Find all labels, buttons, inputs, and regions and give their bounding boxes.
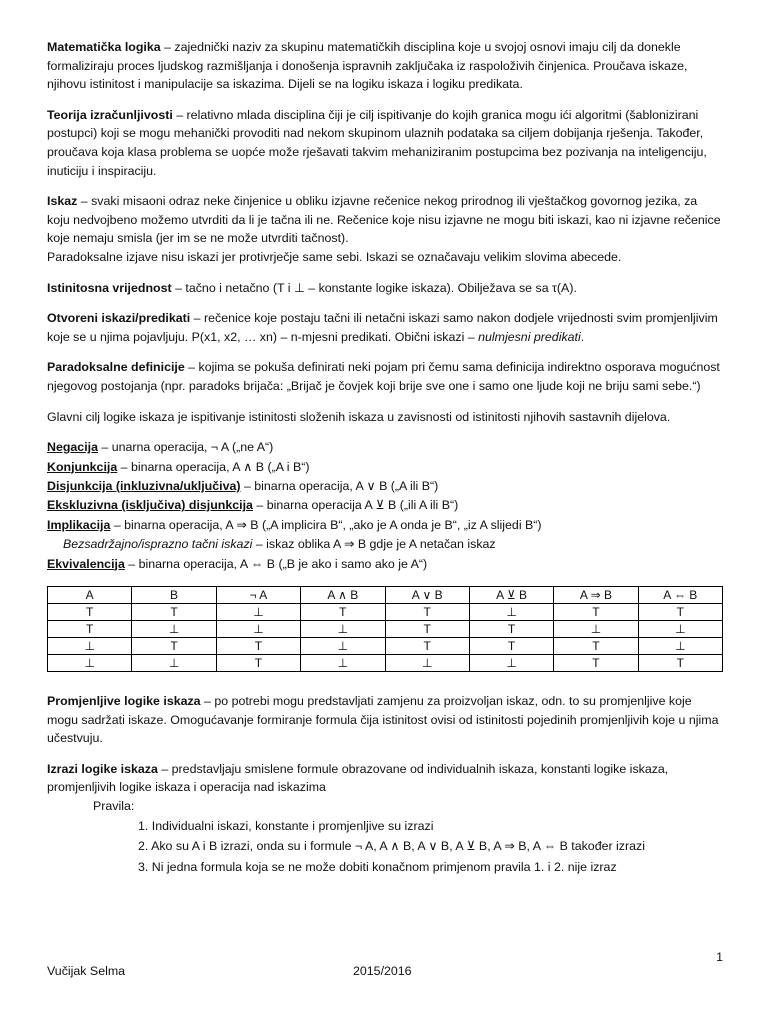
table-cell: ⊥ [132, 654, 216, 671]
table-cell: T [469, 620, 553, 637]
page-number: 1 [716, 950, 723, 964]
table-cell: T [48, 603, 132, 620]
column-header: A ⇒ B [554, 586, 638, 603]
paragraph-note: Paradoksalne izjave nisu iskazi jer protivrječje same sebi. Iskazi se označavaju velikim slovima abecede. [47, 249, 622, 264]
paragraph-teorija-izracunljivosti [47, 106, 723, 180]
table-cell: ⊥ [301, 654, 385, 671]
list-item: 2. Ako su A i B izrazi, onda su i formule ¬ A, A ∧ B, A ∨ B, A ⊻ B, A ⇒ B, A ⇔ B također izrazi [138, 839, 645, 854]
definition: – kojima se pokuša definirati neki pojam pri čemu sama definicija indirektno osporava mogućnost njegovog postojanja (npr. paradoks brijača: „Brijač je čovjek koji brije sve one i samo one ljude koji ne briju sami sebe.“) [47, 360, 720, 393]
table-row [48, 603, 723, 620]
term: Paradoksalne definicije [47, 360, 185, 375]
term: Iskaz [47, 194, 78, 209]
column-header: A ⇔ B [638, 586, 722, 603]
definition: – zajednički naziv za skupinu matematičkih disciplina koje u svojoj osnovi imaju cilj da donekle formaliziraju proces ljudskog razmišljanja i donošenja ispravnih zaključaka iz raspoloživih činjenica. Proučava iskaze, njihovu istinitost i manipulacije sa iskazima. Dijeli se na logiku iskaza i logiku predikata. [47, 40, 688, 92]
paragraph-istinitosna-vrijednost [47, 279, 723, 298]
operation-implikacija [47, 516, 723, 535]
truth-table [47, 586, 723, 672]
table-cell: ⊥ [469, 654, 553, 671]
column-header: A ∧ B [301, 586, 385, 603]
table-cell: T [48, 620, 132, 637]
table-cell: ⊥ [216, 603, 300, 620]
operation-negacija [47, 438, 723, 457]
term: Izrazi logike iskaza [47, 761, 158, 776]
operation-desc: – binarna operacija, A ∧ B („A i B“) [117, 459, 310, 474]
term: Matematička logika [47, 40, 161, 54]
paragraph-iskaz [47, 192, 723, 266]
table-cell: T [469, 637, 553, 654]
operation-name: Negacija [47, 440, 98, 455]
rules-list [47, 816, 723, 878]
truth-table-header-row [48, 586, 723, 603]
operation-konjunkcija [47, 458, 723, 477]
paragraph-matematicka-logika [47, 38, 723, 94]
definition: – tačno i netačno (T i ⊥ – konstante logike iskaza). Obilježava se sa τ(A). [171, 280, 577, 295]
term: Teorija izračunljivosti [47, 107, 173, 122]
operation-name: Implikacija [47, 517, 111, 532]
operation-name: Ekvivalencija [47, 556, 125, 571]
table-cell: ⊥ [48, 637, 132, 654]
definition: – svaki misaoni odraz neke činjenice u obliku izjavne rečenice nekog prirodnog ili vještačkog govornog jezika, za koju nedvojbeno možemo utvrditi da li je tačna ili ne. Rečenice koje nisu izjavne ne mogu biti iskazi, kao ni izjavne rečenice koje nemaju smisla (jer im se ne može utvrditi tačnost). [47, 194, 721, 246]
table-cell: ⊥ [132, 620, 216, 637]
operation-disjunkcija [47, 477, 723, 496]
term: Promjenljive logike iskaza [47, 693, 201, 708]
operation-ekskluzivna-disjunkcija [47, 496, 723, 515]
column-header: B [132, 586, 216, 603]
paragraph-izrazi [47, 760, 723, 797]
list-item: 1. Individualni iskazi, konstante i promjenljive su izrazi [138, 818, 434, 833]
list-item: 3. Ni jedna formula koja se ne može dobiti konačnom primjenom pravila 1. i 2. nije izraz [138, 859, 617, 874]
table-cell: ⊥ [301, 620, 385, 637]
definition: Glavni cilj logike iskaza je ispitivanje istinitosti složenih iskaza u zavisnosti od istinitosti njihovih sastavnih dijelova. [47, 409, 671, 424]
operations-list [47, 438, 723, 574]
table-row [48, 620, 723, 637]
table-cell: ⊥ [385, 654, 469, 671]
column-header: A ∨ B [385, 586, 469, 603]
column-header: A ⊻ B [469, 586, 553, 603]
definition: – rečenice koje postaju tačni ili netačni iskazi samo nakon dodjele vrijednosti svim promjenljivim koje se u njima pojavljuju. P(x1, x2, … xn) – n-mjesni predikati. Obični iskazi – [47, 311, 718, 344]
document-page [47, 38, 723, 877]
table-cell: ⊥ [216, 620, 300, 637]
paragraph-promjenljive [47, 692, 723, 748]
rules-heading: Pravila: [93, 798, 135, 813]
operation-note-vacuous-truth [47, 535, 723, 554]
definition: – relativno mlada disciplina čiji je cilj ispitivanje do kojih granica mogu ići algoritmi (šablonizirani postupci) koji se mogu mehanički provoditi nad nekom skupinom ulaznih podataka sa ciljem dobijanja rješenja. Također, proučava koja klasa problema se uopće može rješavati takvim mehaniziranim postupcima bez pozivanja na inteligenciju, inuticiju i inspiraciju. [47, 107, 707, 178]
table-cell: T [554, 654, 638, 671]
column-header: ¬ A [216, 586, 300, 603]
table-cell: ⊥ [301, 637, 385, 654]
paragraph-glavni-cilj [47, 408, 723, 427]
operation-note-italic: Bezsadržajno/isprazno tačni iskazi [63, 537, 253, 552]
operation-desc: – binarna operacija, A ⇔ B („B je ako i samo ako je A“) [124, 556, 428, 571]
italic-term: nulmjesni predikati [478, 329, 581, 344]
table-cell: T [385, 603, 469, 620]
operation-desc: – binarna operacija A ⊻ B („ili A ili B“) [252, 498, 459, 513]
table-cell: T [554, 637, 638, 654]
operation-desc: – iskaz oblika A ⇒ B gdje je A netačan iskaz [252, 537, 496, 552]
paragraph-paradoksalne-definicije [47, 358, 723, 395]
table-cell: T [638, 603, 722, 620]
column-header: A [48, 586, 132, 603]
table-cell: T [216, 637, 300, 654]
operation-name: Disjunkcija (inkluzivna/uključiva) [47, 478, 241, 493]
page-footer [47, 950, 723, 982]
table-row [48, 637, 723, 654]
table-cell: T [216, 654, 300, 671]
term: Otvoreni iskazi/predikati [47, 311, 191, 326]
operation-name: Konjunkcija [47, 459, 118, 474]
definition: – po potrebi mogu predstavljati zamjenu za proizvoljan iskaz, odn. to su promjenljive koje mogu sadržati iskaze. Omogućavanje formiranje formula čija istinitost ovisi od istinitosti pojedinih promjenljivih koje u njima učestvuju. [47, 693, 719, 746]
operation-desc: – binarna operacija, A ∨ B („A ili B“) [240, 478, 439, 493]
table-cell: T [385, 637, 469, 654]
table-cell: T [132, 637, 216, 654]
table-cell: T [385, 620, 469, 637]
table-cell: T [132, 603, 216, 620]
footer-author: Vučijak Selma [47, 964, 126, 978]
operation-ekvivalencija [47, 555, 723, 574]
term: Istinitosna vrijednost [47, 280, 172, 295]
table-row [48, 654, 723, 671]
footer-year: 2015/2016 [353, 964, 412, 978]
paragraph-otvoreni-iskazi [47, 309, 723, 346]
table-cell: T [638, 654, 722, 671]
operation-desc: – binarna operacija, A ⇒ B („A implicira B“, „ako je A onda je B“, „iz A slijedi B“) [110, 517, 542, 532]
table-cell: ⊥ [469, 603, 553, 620]
table-cell: ⊥ [638, 620, 722, 637]
table-cell: ⊥ [48, 654, 132, 671]
operation-desc: – unarna operacija, ¬ A („ne A“) [97, 440, 274, 455]
table-cell: ⊥ [638, 637, 722, 654]
table-cell: T [554, 603, 638, 620]
operation-name: Ekskluzivna (isključiva) disjunkcija [47, 498, 253, 513]
definition: – predstavljaju smislene formule obrazovane od individualnih iskaza, konstanti logike iskaza, promjenljivih logike iskaza i operacija nad iskazima [47, 761, 669, 795]
table-cell: ⊥ [554, 620, 638, 637]
definition-tail: . [580, 329, 585, 344]
table-cell: T [301, 603, 385, 620]
